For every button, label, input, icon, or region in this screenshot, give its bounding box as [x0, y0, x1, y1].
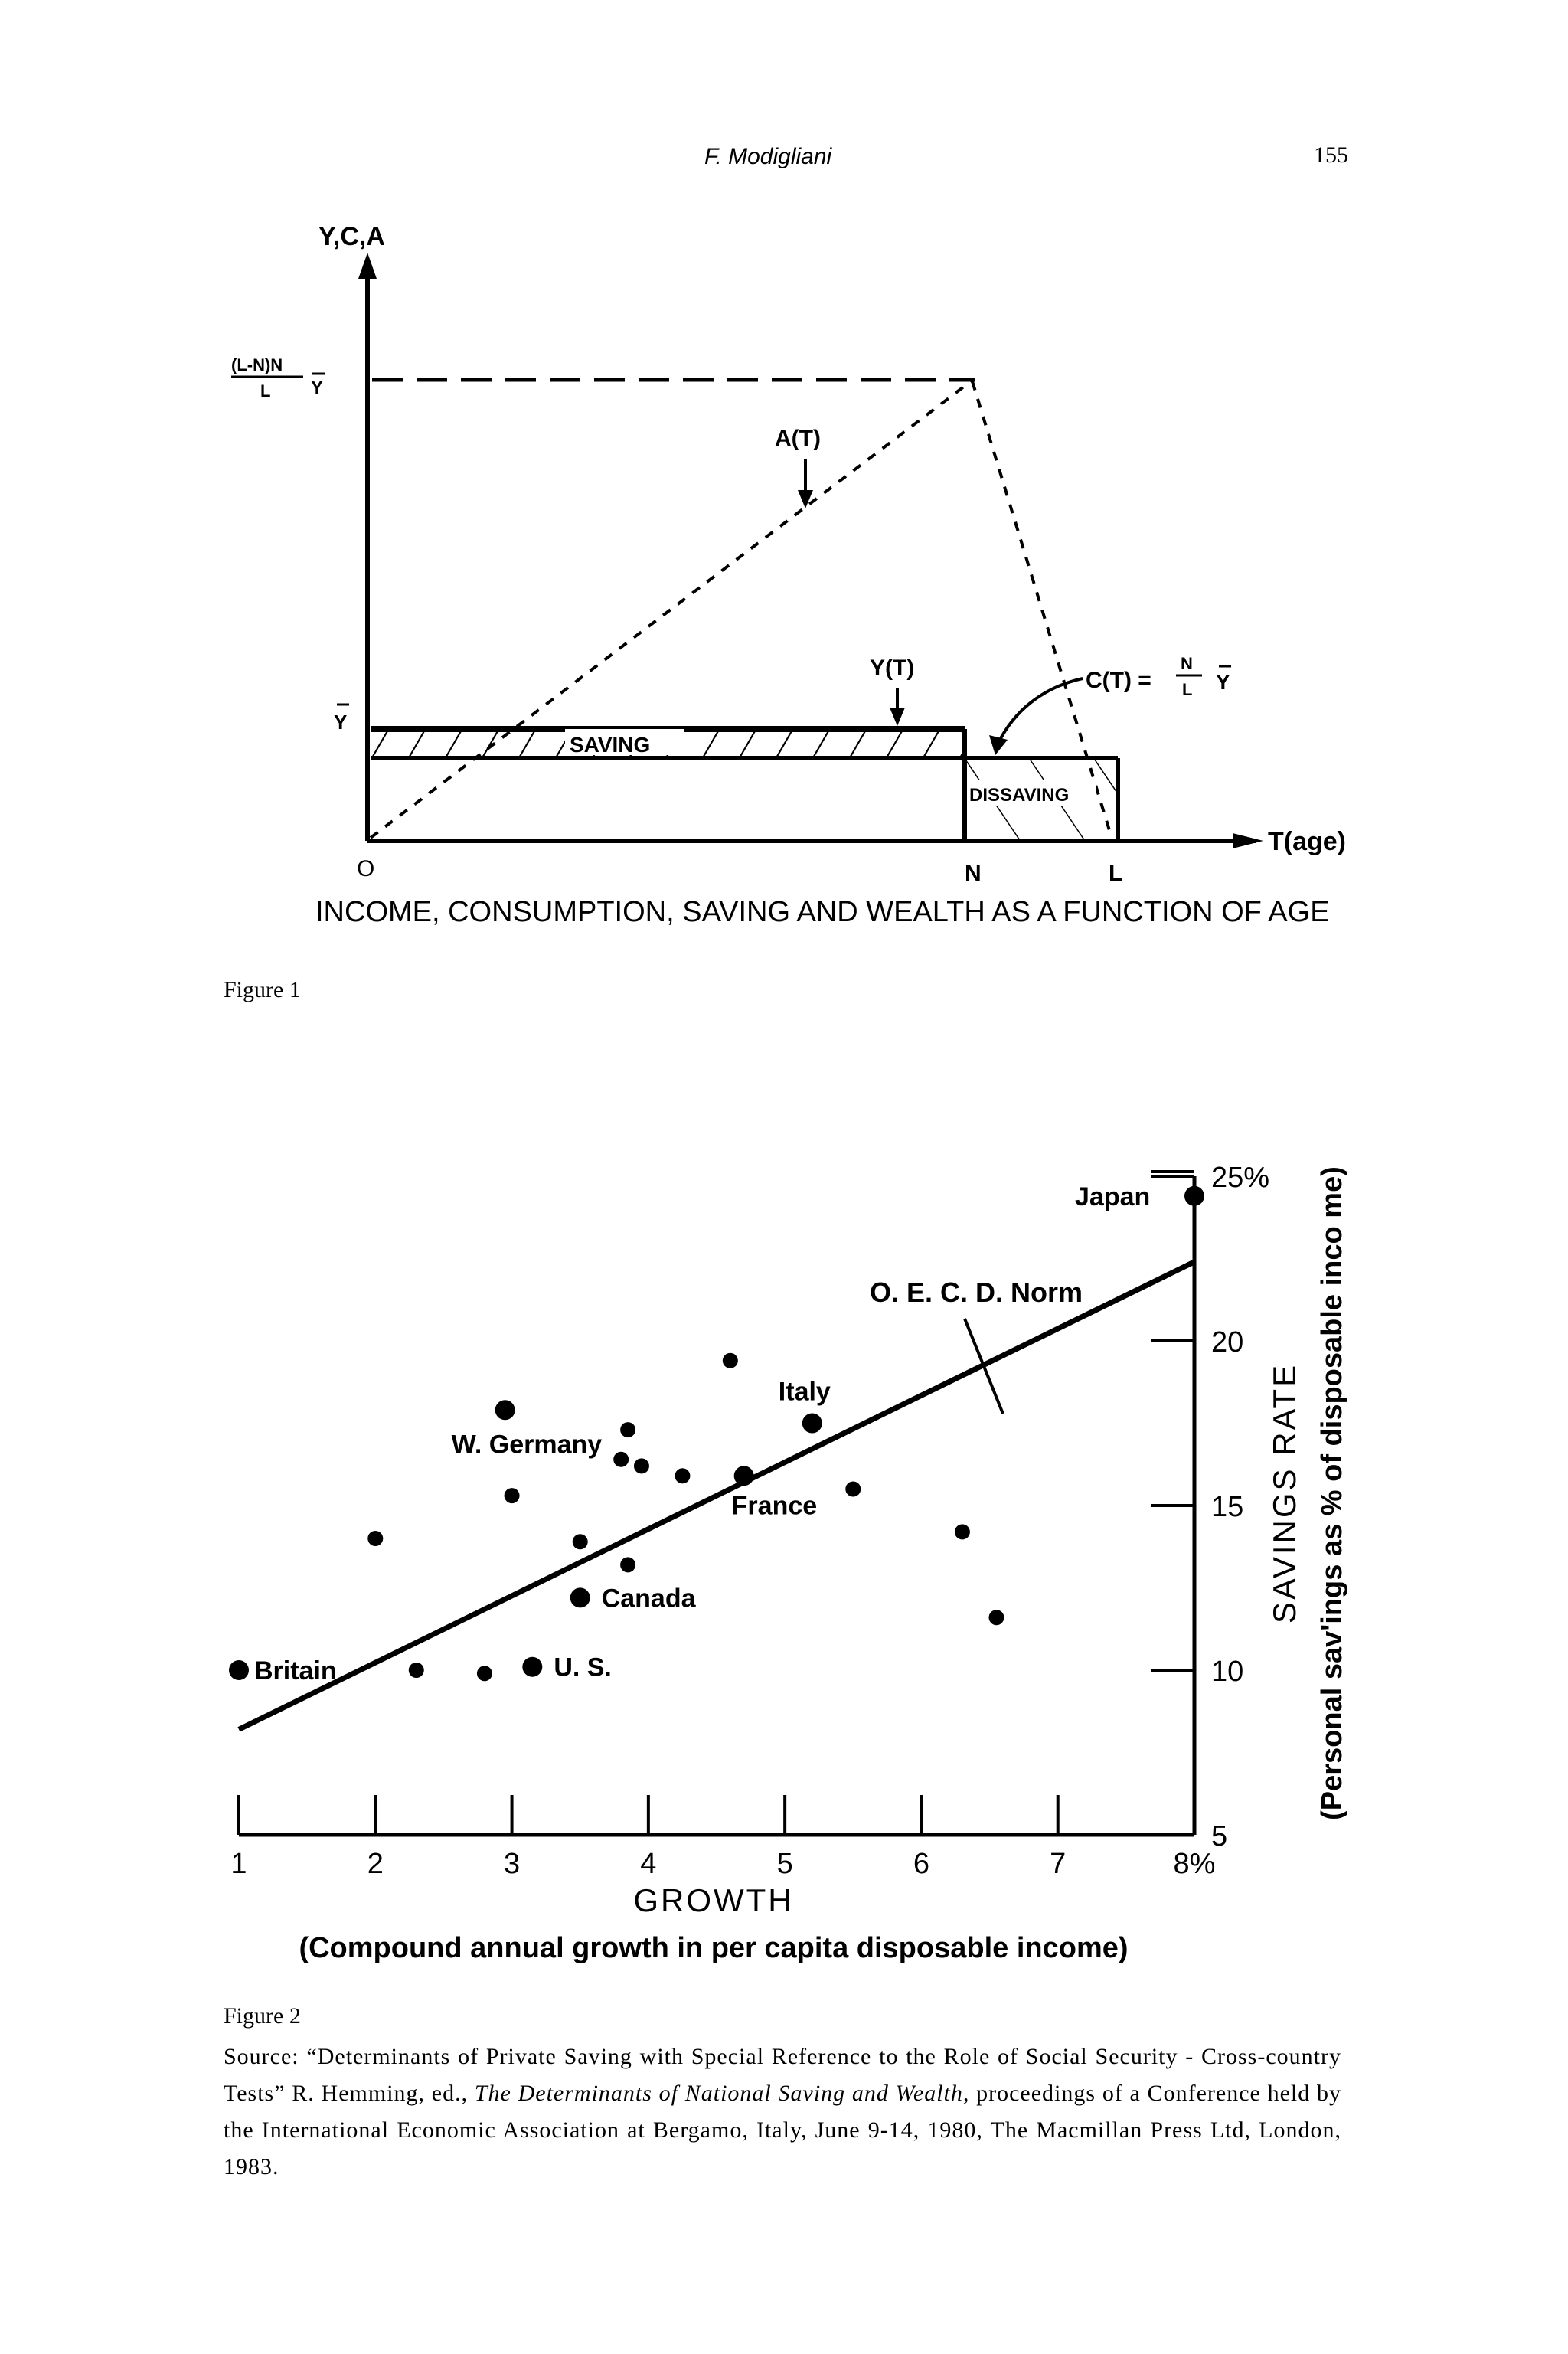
- chart-xlabel-sub: (Compound annual growth in per capita disposable income): [299, 1932, 1129, 1964]
- chart-point: [573, 1534, 588, 1549]
- chart-x-tick-label: 2: [367, 1848, 384, 1880]
- fig1-dissaving-label: DISSAVING: [969, 785, 1070, 806]
- chart-x-tick-label: 5: [776, 1848, 793, 1880]
- chart-point: [495, 1400, 515, 1420]
- chart-point: [409, 1663, 424, 1678]
- chart-y-tick-label: 25%: [1211, 1162, 1270, 1194]
- chart-x-tick-label: 7: [1050, 1848, 1067, 1880]
- chart-xlabel: GROWTH: [633, 1882, 794, 1918]
- fig1-peak-label-tail: Y: [311, 378, 324, 398]
- fig1-income-label: Y: [334, 711, 348, 734]
- fig1-c-t-label-left: C(T) =: [1086, 668, 1152, 693]
- chart-point: [613, 1452, 629, 1467]
- fig1-c-t-label-tail: Y: [1216, 670, 1230, 694]
- chart-x-tick-label: 8%: [1173, 1848, 1216, 1880]
- chart-point: [845, 1482, 861, 1497]
- fig1-y-axis-label: Y,C,A: [318, 222, 385, 251]
- source-suffix: proceedings of a Conference held by the International Economic Association at Bergamo, Italy, June 9-14, 1980, The Macmillan Press Ltd, London, 1983.: [224, 2081, 1342, 2179]
- fig1-saving-label: SAVING: [570, 733, 651, 757]
- chart-oecd-norm-line: [239, 1262, 1194, 1730]
- chart-point: [620, 1557, 635, 1572]
- chart-point-label: Canada: [601, 1584, 696, 1613]
- chart-point: [988, 1610, 1004, 1625]
- fig1-tick-n: N: [965, 861, 982, 886]
- fig1-y-t-label: Y(T): [870, 656, 915, 681]
- chart-x-tick-label: 3: [504, 1848, 521, 1880]
- chart-x-tick-label: 1: [230, 1848, 247, 1880]
- page-number: 155: [1314, 142, 1348, 168]
- fig1-a-t-label: A(T): [775, 426, 821, 451]
- chart-point: [955, 1524, 970, 1539]
- chart-point: [522, 1657, 542, 1677]
- chart-point: [734, 1466, 754, 1486]
- running-head-author: F. Modigliani: [704, 144, 832, 169]
- chart-oecd-norm-leader: [965, 1319, 1003, 1414]
- chart-point-label: Japan: [1075, 1182, 1151, 1211]
- chart-point: [505, 1488, 520, 1503]
- chart-point: [1184, 1186, 1204, 1206]
- fig1-x-axis-label: T(age): [1268, 827, 1346, 856]
- chart-x-tick-label: 6: [913, 1848, 929, 1880]
- figure1-label: Figure 1: [224, 977, 301, 1002]
- chart-point: [368, 1531, 383, 1546]
- chart-y-tick-label: 10: [1211, 1656, 1244, 1688]
- chart-point: [723, 1353, 738, 1368]
- fig1-peak-label-num: (L-N)N: [231, 355, 283, 374]
- chart-point: [620, 1422, 635, 1437]
- chart-y-tick-label: 20: [1211, 1326, 1244, 1358]
- chart-point-label: W. Germany: [451, 1430, 603, 1460]
- figure2-source-citation: [224, 2038, 1341, 2186]
- source-italic-title: The Determinants of National Saving and Wealth,: [474, 2081, 970, 2106]
- chart-oecd-norm-label: O. E. C. D. Norm: [870, 1277, 1083, 1308]
- chart-point-label: Britain: [254, 1656, 337, 1685]
- figure1-title: INCOME, CONSUMPTION, SAVING AND WEALTH AS A FUNCTION OF AGE: [315, 896, 1330, 928]
- chart-ylabel-sub: (Personal sav'ings as % of disposable inco me): [1316, 1166, 1348, 1820]
- chart-x-tick-label: 4: [640, 1848, 657, 1880]
- fig1-tick-l: L: [1109, 861, 1123, 886]
- chart-point: [570, 1587, 590, 1607]
- chart-point-label: France: [731, 1491, 818, 1521]
- chart-y-tick-label: 5: [1211, 1820, 1228, 1852]
- chart-y-tick-label: 15: [1211, 1491, 1244, 1523]
- chart-point-label: Italy: [778, 1377, 831, 1407]
- chart-ylabel: SAVINGS RATE: [1266, 1362, 1302, 1624]
- chart-point: [802, 1414, 822, 1434]
- source-prefix: Source: “Determinants of Private Saving with Special Reference to the Role of Social Security - Cross-country Tests” R. Hemming, ed.,: [224, 2044, 1341, 2106]
- chart-point-label: U. S.: [554, 1653, 612, 1682]
- fig1-c-t-label-num: N: [1181, 654, 1193, 673]
- chart-point: [477, 1666, 492, 1681]
- fig1-c-t-label-den: L: [1182, 680, 1193, 699]
- fig1-tick-origin: O: [357, 856, 375, 881]
- chart-point: [229, 1660, 249, 1680]
- chart-point: [675, 1468, 690, 1483]
- figure2-label: Figure 2: [224, 2003, 301, 2029]
- fig1-peak-label-den: L: [260, 381, 271, 401]
- chart-point: [634, 1458, 649, 1473]
